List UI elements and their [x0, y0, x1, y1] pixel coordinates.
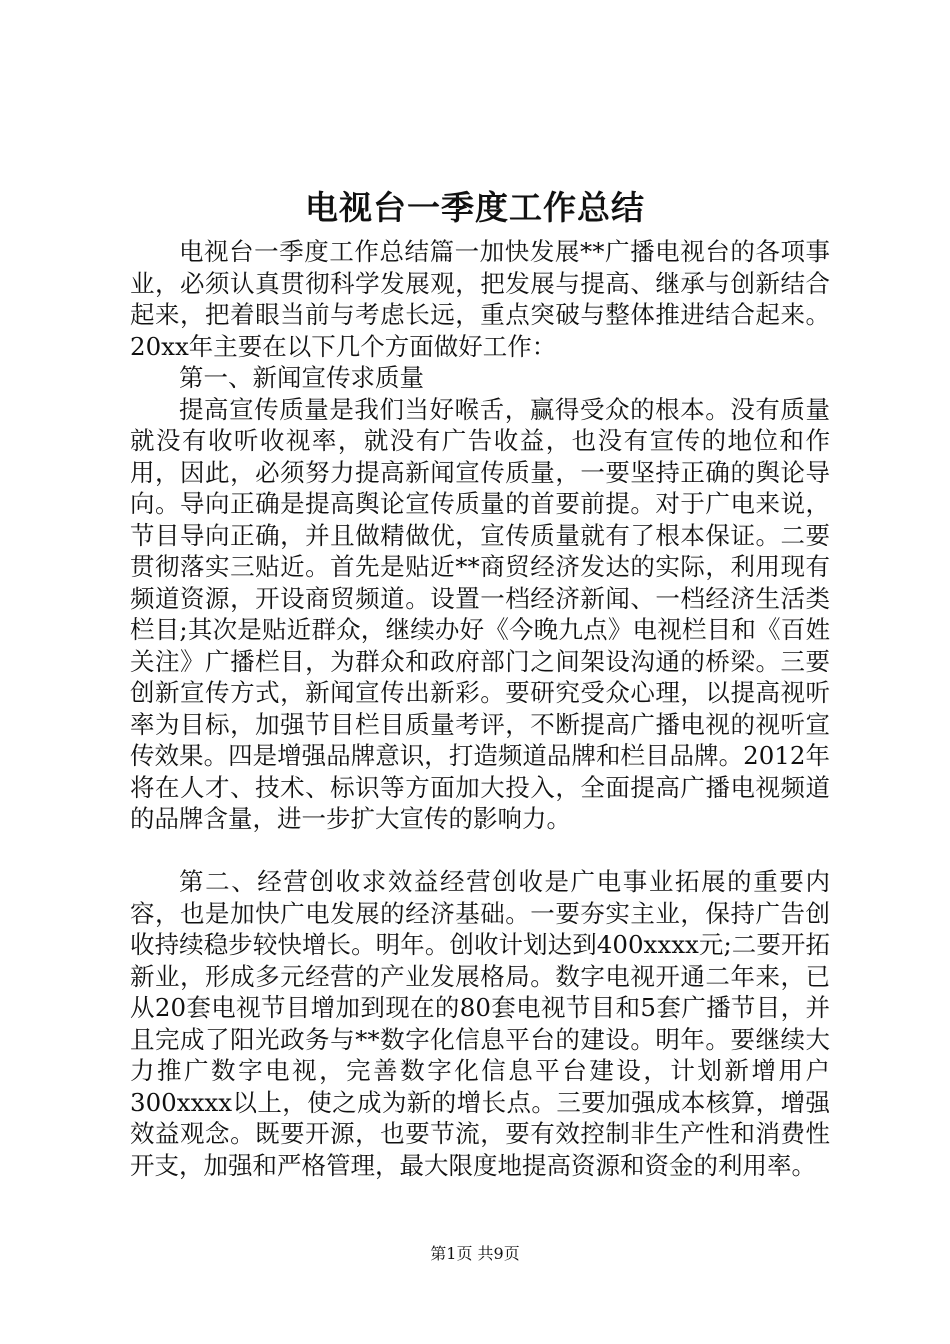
paragraph-intro: 电视台一季度工作总结篇一加快发展**广播电视台的各项事业，必须认真贯彻科学发展观，把发展与提高、继承与创新结合起来，把着眼当前与考虑长远，重点突破与整体推进结合起来。20xx年主要在以下几个方面做好工作：	[130, 237, 830, 361]
document-title: 电视台一季度工作总结	[305, 188, 645, 227]
page-footer: 第1页 共9页	[430, 1244, 520, 1263]
paragraph-business-revenue: 第二、经营创收求效益经营创收是广电事业拓展的重要内容，也是加快广电发展的经济基础。一要夯实主业，保持广告创收持续稳步较快增长。明年。创收计划达到400xxxx元;二要开拓新业，形成多元经营的产业发展格局。数字电视开通二年来，已从20套电视节目增加到现在的80套电视节目和5套广播节目，并且完成了阳光政务与**数字化信息平台的建设。明年。要继续大力推广数字电视，完善数字化信息平台建设，计划新增用户300xxxx以上，使之成为新的增长点。三要加强成本核算，增强效益观念。既要开源，也要节流，要有效控制非生产性和消费性开支，加强和严格管理，最大限度地提高资源和资金的利用率。	[130, 867, 830, 1180]
paragraph-news-quality: 提高宣传质量是我们当好喉舌，赢得受众的根本。没有质量就没有收听收视率，就没有广告收益，也没有宣传的地位和作用，因此，必须努力提高新闻宣传质量，一要坚持正确的舆论导向。导向正确是提高舆论宣传质量的首要前提。对于广电来说，节目导向正确，并且做精做优，宣传质量就有了根本保证。二要贯彻落实三贴近。首先是贴近**商贸经济发达的实际，利用现有频道资源，开设商贸频道。设置一档经济新闻、一档经济生活类栏目;其次是贴近群众，继续办好《今晚九点》电视栏目和《百姓关注》广播栏目，为群众和政府部门之间架设沟通的桥梁。三要创新宣传方式，新闻宣传出新彩。要研究受众心理，以提高视听率为目标，加强节目栏目质量考评，不断提高广播电视的视听宣传效果。四是增强品牌意识，打造频道品牌和栏目品牌。2012年将在人才、技术、标识等方面加大投入，全面提高广播电视频道的品牌含量，进一步扩大宣传的影响力。	[130, 394, 830, 833]
document-body	[130, 236, 830, 1181]
section-heading-news: 第一、新闻宣传求质量	[179, 363, 424, 392]
